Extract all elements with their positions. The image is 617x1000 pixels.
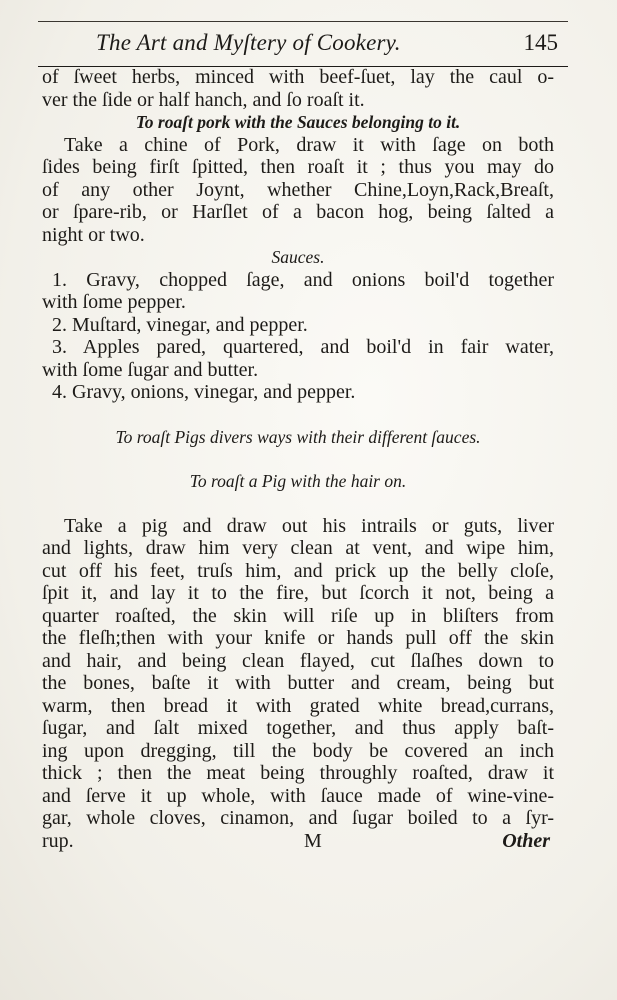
text-line: of ſweet herbs, minced with beef-ſuet, lay the caul o- [42, 66, 554, 88]
text-line: ſides being firſt ſpitted, then roaſt it ; thus you may do [42, 156, 554, 178]
last-line-with-signature [42, 830, 554, 852]
running-title: The Art and Myſtery of Cookery. [96, 30, 401, 55]
text-line: warm, then bread it with grated white bread,currans, [42, 694, 554, 717]
recipe-heading: To roaſt pork with the Sauces belonging to it. [135, 112, 461, 132]
text-line: cut off his feet, truſs him, and prick up the belly cloſe, [42, 559, 554, 582]
catchword: Other [502, 829, 550, 852]
text-line: and lights, draw him very clean at vent, and wipe him, [42, 537, 554, 559]
text-line: ſpit it, and lay it to the fire, but ſcorch it not, being a [42, 582, 554, 604]
text-line: quarter roaſted, the skin will riſe up in bliſters from [42, 604, 554, 627]
text-line: thick ; then the meat being throughly roaſted, draw it [42, 762, 554, 784]
page-body [42, 66, 554, 852]
sauce-item: 4. Gravy, onions, vinegar, and pepper. [52, 381, 356, 403]
sauce-item: 2. Muſtard, vinegar, and pepper. [52, 313, 308, 336]
sauces-heading: Sauces. [271, 247, 325, 267]
text-line: ver the ſide or half hanch, and ſo roaſt it. [42, 88, 365, 111]
text-line: gar, whole cloves, cinamon, and ſugar boiled to a ſyr- [42, 807, 554, 829]
text-line: night or two. [42, 223, 145, 246]
text-line: ſugar, and ſalt mixed together, and thus apply baſt- [42, 717, 554, 739]
page-header [38, 30, 568, 64]
text-line: with ſome ſugar and butter. [42, 358, 259, 381]
text-line: Take a pig and draw out his intrails or guts, liver [64, 514, 554, 537]
text-line: the fleſh;then with your knife or hands pull off the skin [42, 627, 554, 649]
signature-mark: M [304, 829, 322, 852]
text-line: or ſpare-rib, or Harſlet of a bacon hog, being ſalted a [42, 201, 554, 223]
text-line: rup. [42, 829, 74, 852]
text-line: of any other Joynt, whether Chine,Loyn,Rack,Breaſt, [42, 178, 554, 201]
text-line: Take a chine of Pork, draw it with ſage on both [64, 133, 554, 156]
text-line: the bones, baſte it with butter and cream, being but [42, 672, 554, 694]
text-line: with ſome pepper. [42, 291, 186, 313]
sauce-item: 3. Apples pared, quartered, and boil'd in fair water, [52, 336, 554, 358]
sauce-item: 1. Gravy, chopped ſage, and onions boil'd together [52, 268, 554, 291]
text-line: and hair, and being clean flayed, cut ſlaſhes down to [42, 649, 554, 672]
text-line: and ſerve it up whole, with ſauce made of wine-vine- [42, 784, 554, 807]
text-line: ing upon dregging, till the body be covered an inch [42, 739, 554, 762]
page-number: 145 [523, 30, 558, 55]
recipe-heading: To roaſt a Pig with the hair on. [189, 471, 407, 491]
section-heading: To roaſt Pigs divers ways with their different ſauces. [115, 426, 481, 447]
top-rule [38, 21, 568, 22]
